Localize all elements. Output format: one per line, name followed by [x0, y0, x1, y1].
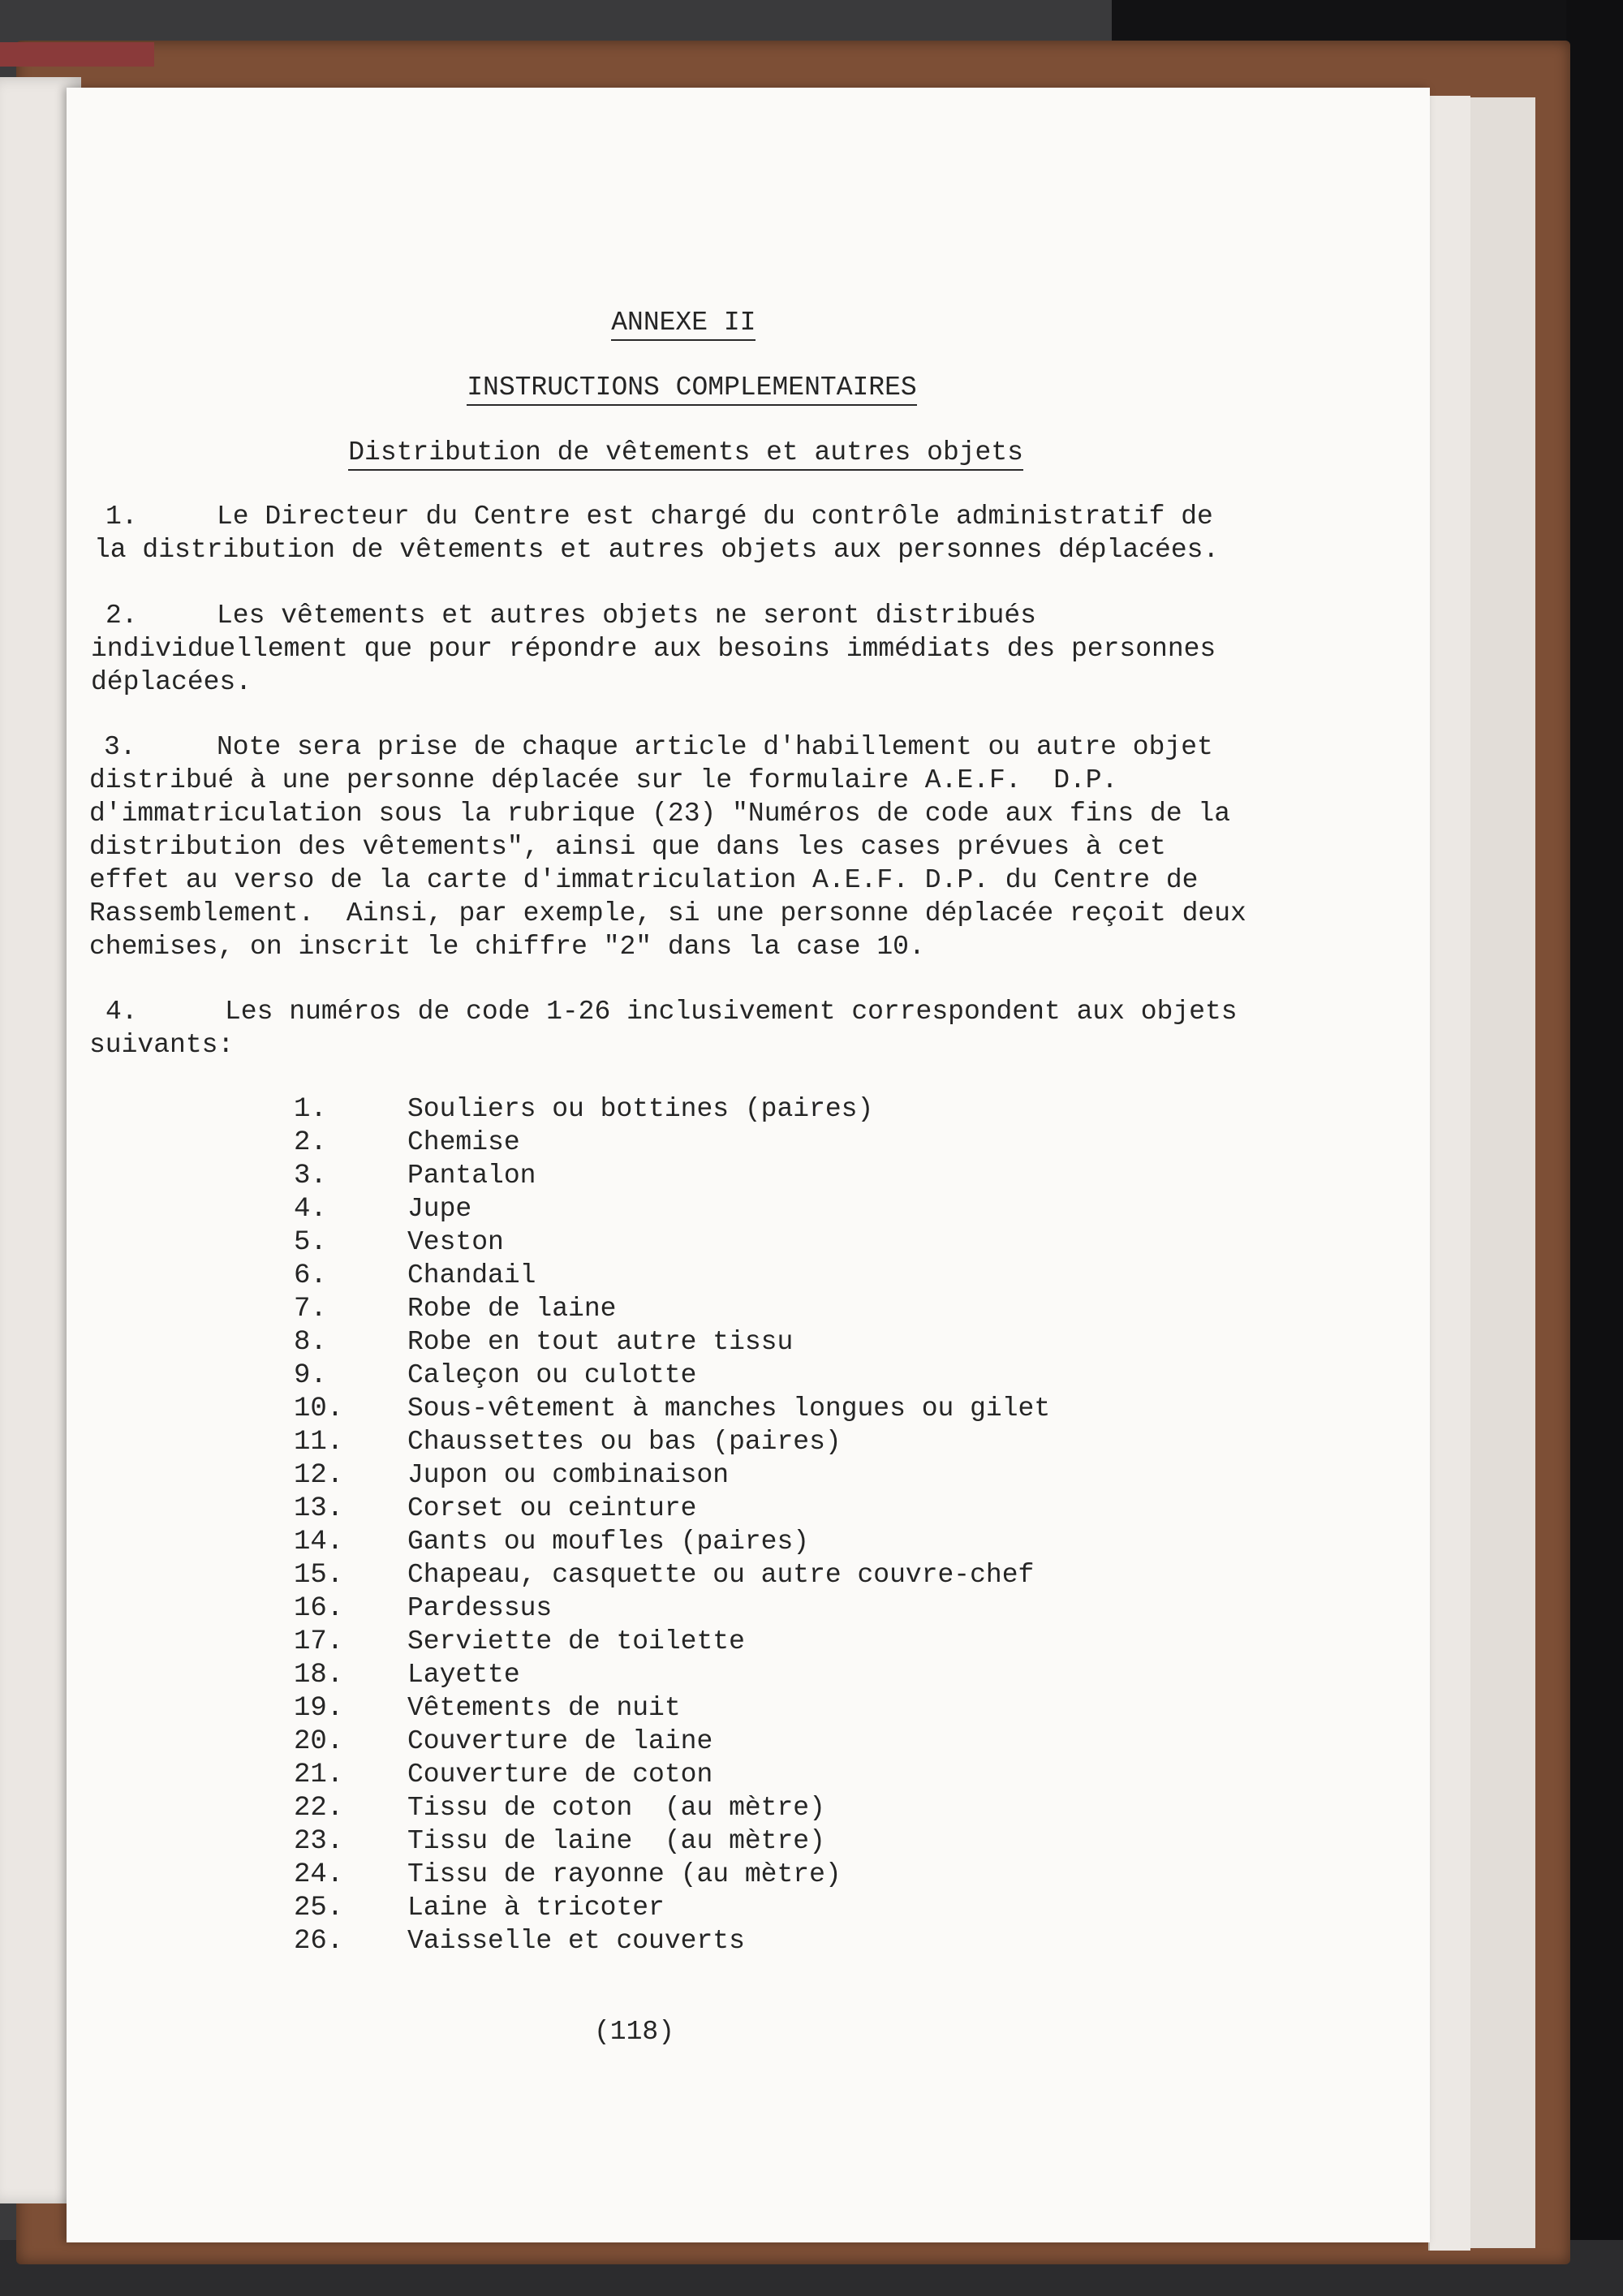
list-item: Jupon ou combinaison [407, 1460, 730, 1490]
list-item: Souliers ou bottines (paires) [407, 1094, 874, 1124]
paragraph-3-line: chemises, on inscrit le chiffre "2" dans la case 10. [89, 932, 925, 962]
list-item: Gants ou moufles (paires) [407, 1527, 810, 1557]
list-item-number: 3. [294, 1161, 327, 1191]
section-subtitle-text: Distribution de vêtements et autres objets [348, 437, 1023, 471]
list-item: Serviette de toilette [407, 1626, 745, 1656]
list-item-number: 4. [294, 1194, 327, 1225]
list-item-number: 25. [294, 1893, 344, 1923]
document-page [67, 88, 1430, 2242]
list-item: Couverture de laine [407, 1726, 713, 1756]
list-item-number: 19. [294, 1693, 344, 1724]
list-item: Vaisselle et couverts [407, 1926, 745, 1956]
list-item: Chaussettes ou bas (paires) [407, 1427, 842, 1457]
paragraph-1-number: 1. [105, 502, 138, 532]
list-item: Corset ou ceinture [407, 1493, 697, 1523]
paragraph-3-line: effet au verso de la carte d'immatriculation A.E.F. D.P. du Centre de [89, 865, 1199, 895]
list-item-number: 23. [294, 1826, 344, 1857]
list-item-number: 8. [294, 1327, 327, 1358]
paragraph-3-number: 3. [104, 732, 136, 762]
list-item: Caleçon ou culotte [407, 1360, 697, 1390]
list-item-number: 12. [294, 1460, 344, 1491]
list-item: Layette [407, 1660, 520, 1690]
list-item-number: 17. [294, 1626, 344, 1657]
list-item-number: 21. [294, 1760, 344, 1790]
list-item: Pardessus [407, 1593, 553, 1623]
section-subtitle [284, 403, 1023, 502]
paragraph-3-line: distribué à une personne déplacée sur le formulaire A.E.F. D.P. [89, 765, 1118, 795]
paragraph-3-line: Note sera prise de chaque article d'habillement ou autre objet [217, 732, 1213, 762]
list-item: Couverture de coton [407, 1760, 713, 1790]
paragraph-1-line: Le Directeur du Centre est chargé du contrôle administratif de [217, 502, 1213, 532]
paragraph-2-line: déplacées. [91, 667, 252, 697]
list-item: Vêtements de nuit [407, 1693, 681, 1723]
list-item: Laine à tricoter [407, 1893, 665, 1923]
list-item: Robe de laine [407, 1294, 617, 1324]
list-item-number: 14. [294, 1527, 344, 1557]
list-item-number: 6. [294, 1260, 327, 1291]
list-item-number: 2. [294, 1127, 327, 1158]
page-number: (118) [594, 2017, 675, 2047]
list-item-number: 7. [294, 1294, 327, 1325]
list-item: Chapeau, casquette ou autre couvre-chef [407, 1560, 1035, 1590]
list-item-number: 22. [294, 1793, 344, 1824]
list-item-number: 11. [294, 1427, 344, 1458]
list-item: Tissu de coton (au mètre) [407, 1793, 825, 1823]
list-item-number: 10. [294, 1394, 344, 1424]
list-item-number: 26. [294, 1926, 344, 1957]
list-item-number: 13. [294, 1493, 344, 1524]
book-spine [0, 42, 154, 67]
list-item-number: 24. [294, 1859, 344, 1890]
paragraph-2-line: Les vêtements et autres objets ne seront distribués [217, 601, 1036, 631]
annex-title-text: ANNEXE II [611, 308, 756, 341]
list-item-number: 1. [294, 1094, 327, 1125]
list-item: Veston [407, 1227, 504, 1257]
paragraph-2-line: individuellement que pour répondre aux besoins immédiats des personnes [91, 634, 1216, 664]
paragraph-4-line: suivants: [89, 1030, 235, 1060]
list-item-number: 15. [294, 1560, 344, 1591]
background-dark-right [1566, 0, 1623, 2296]
paragraph-2-number: 2. [105, 601, 138, 631]
paragraph-4-number: 4. [105, 997, 138, 1027]
list-item: Tissu de laine (au mètre) [407, 1826, 825, 1856]
list-item-number: 20. [294, 1726, 344, 1757]
list-item: Pantalon [407, 1161, 536, 1191]
paragraph-3-line: d'immatriculation sous la rubrique (23) "Numéros de code aux fins de la [89, 799, 1231, 829]
list-item-number: 16. [294, 1593, 344, 1624]
list-item-number: 5. [294, 1227, 327, 1258]
page-stack-inner [1428, 96, 1470, 2251]
paragraph-3-line: Rassemblement. Ainsi, par exemple, si une personne déplacée reçoit deux [89, 898, 1246, 928]
paragraph-4-line: Les numéros de code 1-26 inclusivement correspondent aux objets [225, 997, 1238, 1027]
list-item: Robe en tout autre tissu [407, 1327, 794, 1357]
list-item: Chandail [407, 1260, 536, 1290]
paragraph-1-line: la distribution de vêtements et autres objets aux personnes déplacées. [94, 535, 1220, 565]
paragraph-3-line: distribution des vêtements", ainsi que dans les cases prévues à cet [89, 832, 1166, 862]
list-item-number: 9. [294, 1360, 327, 1391]
list-item: Chemise [407, 1127, 520, 1157]
list-item: Tissu de rayonne (au mètre) [407, 1859, 842, 1889]
list-item: Jupe [407, 1194, 472, 1224]
list-item: Sous-vêtement à manches longues ou gilet [407, 1394, 1051, 1424]
instructions-title-text: INSTRUCTIONS COMPLEMENTAIRES [467, 373, 917, 406]
list-item-number: 18. [294, 1660, 344, 1691]
